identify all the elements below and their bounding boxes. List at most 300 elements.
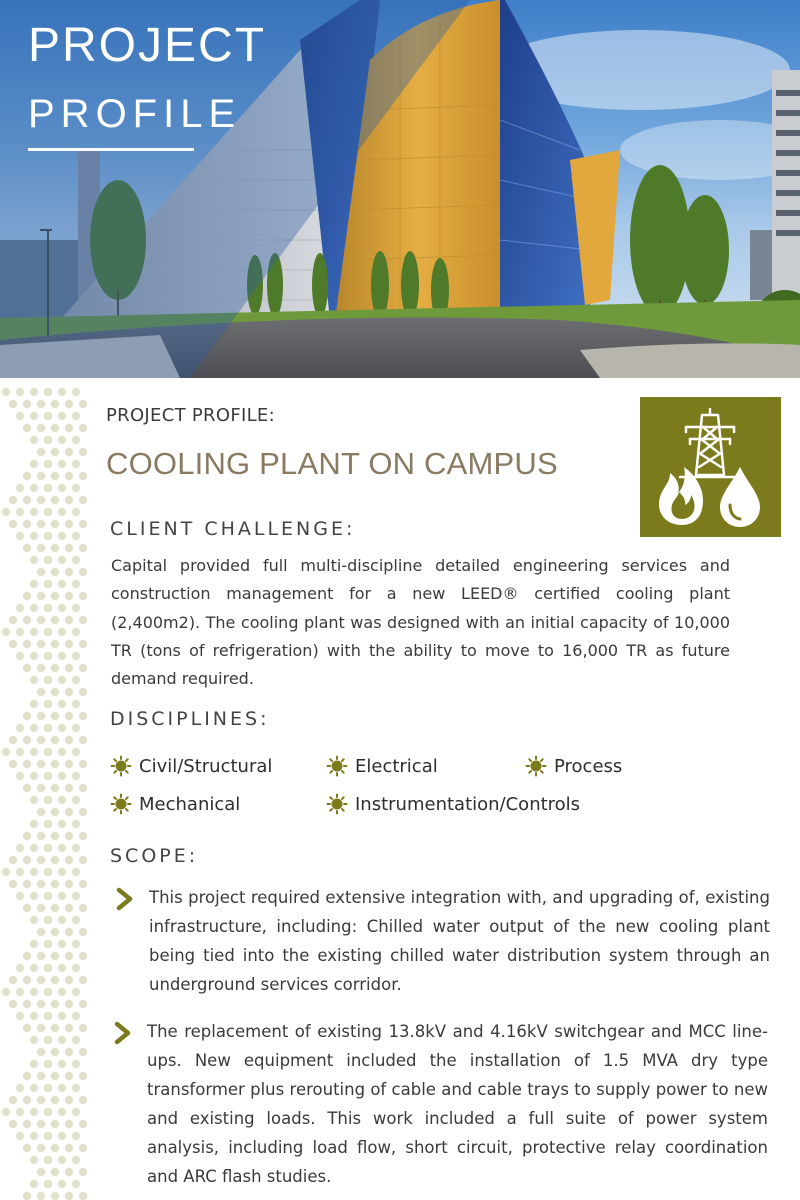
pattern-dot xyxy=(23,496,31,504)
pattern-dot xyxy=(37,568,45,576)
pattern-dot xyxy=(58,1084,66,1092)
discipline-label: Electrical xyxy=(355,755,438,777)
pattern-dot xyxy=(44,748,52,756)
pattern-dot xyxy=(65,496,73,504)
pattern-dot xyxy=(79,544,87,552)
pattern-dot xyxy=(51,568,59,576)
pattern-dot xyxy=(30,1108,38,1116)
pattern-dot xyxy=(65,928,73,936)
pattern-dot xyxy=(30,820,38,828)
pattern-dot xyxy=(37,688,45,696)
pattern-dot xyxy=(51,1096,59,1104)
pattern-dot xyxy=(9,1120,17,1128)
pattern-dot xyxy=(23,544,31,552)
pattern-dot xyxy=(72,820,80,828)
pattern-dot xyxy=(65,1192,73,1200)
pattern-dot xyxy=(37,400,45,408)
scope-text: This project required extensive integration with, and upgrading of, existing infrastructure, including: Chilled water output of the new cooling plant being tied into the existing chilled water distribution system through an underground services corridor. xyxy=(149,888,770,994)
pattern-dot xyxy=(30,1036,38,1044)
pattern-dot xyxy=(16,892,24,900)
pattern-dot xyxy=(58,1156,66,1164)
pattern-dot xyxy=(23,784,31,792)
pattern-dot xyxy=(58,916,66,924)
pattern-dot xyxy=(58,1132,66,1140)
discipline-item xyxy=(110,793,240,815)
pattern-dot xyxy=(65,880,73,888)
pattern-dot xyxy=(65,664,73,672)
pattern-dot xyxy=(9,1000,17,1008)
pattern-dot xyxy=(23,952,31,960)
pattern-dot xyxy=(30,412,38,420)
pattern-dot xyxy=(79,1072,87,1080)
pattern-dot xyxy=(16,772,24,780)
pattern-dot xyxy=(30,1012,38,1020)
pattern-dot xyxy=(23,832,31,840)
pattern-dot xyxy=(37,472,45,480)
pattern-dot xyxy=(51,808,59,816)
pattern-dot xyxy=(23,640,31,648)
pattern-dot xyxy=(44,484,52,492)
client-challenge-body: Capital provided full multi-discipline detailed engineering services and construction management for a new LEED® certified cooling plant (2,400m2). The cooling plant was designed with an initial capacity of 10,000 TR (tons of refrigeration) with the ability to move to 16,000 TR as future demand required. xyxy=(111,556,730,689)
pattern-dot xyxy=(37,520,45,528)
pattern-dot xyxy=(72,1084,80,1092)
pattern-dot xyxy=(16,652,24,660)
pattern-dot xyxy=(79,664,87,672)
pattern-dot xyxy=(9,760,17,768)
pattern-dot xyxy=(30,388,38,396)
pattern-dot xyxy=(2,508,10,516)
pattern-dot xyxy=(23,1072,31,1080)
discipline-label: Mechanical xyxy=(139,793,241,815)
pattern-dot xyxy=(44,700,52,708)
pattern-dot xyxy=(30,1060,38,1068)
pattern-dot xyxy=(23,856,31,864)
pattern-dot xyxy=(79,808,87,816)
pattern-dot xyxy=(30,940,38,948)
pattern-dot xyxy=(44,868,52,876)
pattern-dot xyxy=(72,988,80,996)
pattern-dot xyxy=(44,1012,52,1020)
discipline-label: Process xyxy=(554,755,623,777)
pattern-dot xyxy=(79,688,87,696)
pattern-dot xyxy=(65,1024,73,1032)
pattern-dot xyxy=(79,832,87,840)
pattern-dot xyxy=(9,736,17,744)
pattern-dot xyxy=(23,760,31,768)
pattern-dot xyxy=(58,436,66,444)
pattern-dot xyxy=(51,1168,59,1176)
pattern-dot xyxy=(44,580,52,588)
pattern-dot xyxy=(37,1000,45,1008)
pattern-dot xyxy=(65,832,73,840)
pattern-dot xyxy=(79,1144,87,1152)
pattern-dot xyxy=(65,448,73,456)
chevron-right-icon xyxy=(115,887,135,911)
pattern-dot xyxy=(79,1120,87,1128)
pattern-dot xyxy=(16,988,24,996)
pattern-dot xyxy=(2,988,10,996)
pattern-dot xyxy=(30,1132,38,1140)
pattern-dot xyxy=(9,880,17,888)
pattern-dot xyxy=(37,1024,45,1032)
pattern-dot xyxy=(16,1132,24,1140)
pattern-dot xyxy=(51,760,59,768)
pattern-dot xyxy=(79,1096,87,1104)
pattern-dot xyxy=(16,412,24,420)
pattern-dot xyxy=(44,556,52,564)
pattern-dot xyxy=(16,628,24,636)
scope-heading: SCOPE: xyxy=(110,845,199,867)
pattern-dot xyxy=(79,760,87,768)
pattern-dot xyxy=(72,508,80,516)
pattern-dot xyxy=(44,508,52,516)
transmission-tower-icon xyxy=(680,409,740,477)
pattern-dot xyxy=(65,568,73,576)
pattern-dot xyxy=(51,544,59,552)
pattern-dot xyxy=(51,880,59,888)
pattern-dot xyxy=(51,976,59,984)
pattern-dot xyxy=(51,688,59,696)
pattern-dot xyxy=(37,424,45,432)
pattern-dot xyxy=(65,1168,73,1176)
pattern-dot xyxy=(65,856,73,864)
pattern-dot xyxy=(58,388,66,396)
pattern-dot xyxy=(58,532,66,540)
pattern-dot xyxy=(44,988,52,996)
pattern-dot xyxy=(51,832,59,840)
pattern-dot xyxy=(51,1024,59,1032)
pattern-dot xyxy=(30,868,38,876)
pattern-dot xyxy=(44,652,52,660)
pattern-dot xyxy=(44,412,52,420)
pattern-dot xyxy=(58,820,66,828)
client-challenge-heading: CLIENT CHALLENGE: xyxy=(110,518,356,540)
pattern-dot xyxy=(72,748,80,756)
pattern-dot xyxy=(44,388,52,396)
pattern-dot xyxy=(65,640,73,648)
pattern-dot xyxy=(44,1060,52,1068)
pattern-dot xyxy=(37,1120,45,1128)
pattern-dot xyxy=(58,508,66,516)
pattern-dot xyxy=(79,424,87,432)
pattern-dot xyxy=(72,1180,80,1188)
pattern-dot xyxy=(58,964,66,972)
pattern-dot xyxy=(79,928,87,936)
pattern-dot xyxy=(72,868,80,876)
pattern-dot xyxy=(65,736,73,744)
pattern-dot xyxy=(72,724,80,732)
pattern-dot xyxy=(51,496,59,504)
pattern-dot xyxy=(51,1072,59,1080)
pattern-dot xyxy=(65,400,73,408)
pattern-dot xyxy=(44,628,52,636)
pattern-dot xyxy=(37,1072,45,1080)
pattern-dot xyxy=(79,520,87,528)
pattern-dot xyxy=(58,412,66,420)
pattern-dot xyxy=(51,448,59,456)
pattern-dot xyxy=(51,1144,59,1152)
pattern-dot xyxy=(30,1156,38,1164)
pattern-dot xyxy=(72,604,80,612)
pattern-dot xyxy=(37,928,45,936)
pattern-dot xyxy=(65,1072,73,1080)
pattern-dot xyxy=(58,700,66,708)
discipline-item xyxy=(110,755,272,777)
pattern-dot xyxy=(30,916,38,924)
pattern-dot xyxy=(58,796,66,804)
pattern-dot xyxy=(37,544,45,552)
pattern-dot xyxy=(51,856,59,864)
pattern-dot xyxy=(58,460,66,468)
pattern-dot xyxy=(65,784,73,792)
pattern-dot xyxy=(37,1144,45,1152)
scope-item xyxy=(115,883,770,999)
discipline-item xyxy=(326,793,580,815)
pattern-dot xyxy=(37,1096,45,1104)
pattern-dot xyxy=(16,724,24,732)
pattern-dot xyxy=(65,952,73,960)
pattern-dot xyxy=(79,1192,87,1200)
pattern-dot xyxy=(44,892,52,900)
pattern-dot xyxy=(30,532,38,540)
pattern-dot xyxy=(72,964,80,972)
pattern-dot xyxy=(44,1108,52,1116)
pattern-dot xyxy=(65,904,73,912)
pattern-dot xyxy=(51,712,59,720)
pattern-dot xyxy=(30,652,38,660)
pattern-dot xyxy=(72,892,80,900)
pattern-dot xyxy=(79,568,87,576)
pattern-dot xyxy=(30,508,38,516)
pattern-dot xyxy=(51,424,59,432)
pattern-dot xyxy=(16,508,24,516)
pattern-dot xyxy=(16,964,24,972)
pattern-dot xyxy=(79,1168,87,1176)
pattern-dot xyxy=(58,892,66,900)
pattern-dot xyxy=(72,436,80,444)
pattern-dot xyxy=(16,868,24,876)
pattern-dot xyxy=(79,448,87,456)
pattern-dot xyxy=(30,436,38,444)
pattern-dot xyxy=(72,484,80,492)
pattern-dot xyxy=(51,1192,59,1200)
pattern-dot xyxy=(51,928,59,936)
pattern-dot xyxy=(23,712,31,720)
pattern-dot xyxy=(37,952,45,960)
pattern-dot xyxy=(51,736,59,744)
pattern-dot xyxy=(23,1120,31,1128)
pattern-dot xyxy=(9,400,17,408)
pattern-dot xyxy=(65,472,73,480)
pattern-dot xyxy=(16,1108,24,1116)
pattern-dot xyxy=(79,856,87,864)
pattern-dot xyxy=(79,952,87,960)
pattern-dot xyxy=(58,748,66,756)
pattern-dot xyxy=(72,532,80,540)
pattern-dot xyxy=(51,640,59,648)
pattern-dot xyxy=(37,496,45,504)
pattern-dot xyxy=(58,724,66,732)
pattern-dot xyxy=(65,1120,73,1128)
pattern-dot xyxy=(37,1192,45,1200)
pattern-dot xyxy=(72,1156,80,1164)
pattern-dot xyxy=(58,580,66,588)
pattern-dot xyxy=(37,664,45,672)
pattern-dot xyxy=(2,868,10,876)
pattern-dot xyxy=(30,604,38,612)
pattern-dot xyxy=(72,1108,80,1116)
pattern-dot xyxy=(30,1084,38,1092)
pattern-dot xyxy=(58,1012,66,1020)
pattern-dot xyxy=(72,652,80,660)
pattern-dot xyxy=(79,640,87,648)
sunburst-bullet-icon xyxy=(110,793,132,815)
pattern-dot xyxy=(37,760,45,768)
pattern-dot xyxy=(72,388,80,396)
pattern-dot xyxy=(65,712,73,720)
pattern-dot xyxy=(58,1060,66,1068)
pattern-dot xyxy=(30,772,38,780)
pattern-dot xyxy=(51,1048,59,1056)
sunburst-bullet-icon xyxy=(326,793,348,815)
pattern-dot xyxy=(58,1180,66,1188)
project-title: COOLING PLANT ON CAMPUS xyxy=(106,446,558,481)
pattern-dot xyxy=(65,760,73,768)
scope-item xyxy=(113,1017,768,1191)
pattern-dot xyxy=(58,940,66,948)
pattern-dot xyxy=(44,940,52,948)
pattern-dot xyxy=(58,604,66,612)
pattern-dot xyxy=(58,484,66,492)
pattern-dot xyxy=(23,424,31,432)
pattern-dot xyxy=(51,1120,59,1128)
pattern-dot xyxy=(72,556,80,564)
pattern-dot xyxy=(37,448,45,456)
pattern-dot xyxy=(23,520,31,528)
pattern-dot xyxy=(72,772,80,780)
hero-title xyxy=(28,20,266,142)
pattern-dot xyxy=(58,652,66,660)
pattern-dot xyxy=(65,616,73,624)
pattern-dot xyxy=(44,1084,52,1092)
pattern-dot xyxy=(44,1156,52,1164)
pattern-dot xyxy=(37,616,45,624)
pattern-dot xyxy=(30,988,38,996)
pattern-dot xyxy=(72,940,80,948)
pattern-dot xyxy=(72,580,80,588)
pattern-dot xyxy=(30,628,38,636)
pattern-dot xyxy=(16,532,24,540)
pattern-dot xyxy=(37,808,45,816)
discipline-item xyxy=(525,755,622,777)
pattern-dot xyxy=(51,904,59,912)
pattern-dot xyxy=(37,1168,45,1176)
pattern-dot xyxy=(37,880,45,888)
pattern-dot xyxy=(72,460,80,468)
pattern-dot xyxy=(58,1036,66,1044)
pattern-dot xyxy=(72,628,80,636)
pattern-dot xyxy=(9,1096,17,1104)
pattern-dot xyxy=(37,712,45,720)
hero-title-line2: PROFILE xyxy=(28,92,242,136)
pattern-dot xyxy=(23,472,31,480)
pattern-dot xyxy=(44,436,52,444)
pattern-dot xyxy=(51,1000,59,1008)
discipline-item xyxy=(326,755,438,777)
pattern-dot xyxy=(30,556,38,564)
pattern-dot xyxy=(2,1108,10,1116)
pattern-dot xyxy=(16,604,24,612)
pattern-dot xyxy=(23,736,31,744)
pattern-dot xyxy=(30,964,38,972)
pattern-dot xyxy=(2,748,10,756)
pattern-dot xyxy=(9,640,17,648)
pattern-dot xyxy=(23,880,31,888)
pattern-dot xyxy=(65,688,73,696)
pattern-dot xyxy=(51,616,59,624)
pattern-dot xyxy=(72,844,80,852)
pattern-dot xyxy=(79,904,87,912)
pattern-dot xyxy=(30,724,38,732)
pattern-dot xyxy=(30,580,38,588)
pattern-dot xyxy=(72,916,80,924)
pattern-dot xyxy=(30,484,38,492)
pattern-dot xyxy=(37,832,45,840)
pattern-dot xyxy=(72,676,80,684)
pattern-dot xyxy=(51,952,59,960)
pattern-dot xyxy=(23,1096,31,1104)
pattern-dot xyxy=(16,1012,24,1020)
pattern-dot xyxy=(65,808,73,816)
pattern-dot xyxy=(30,796,38,804)
pattern-dot xyxy=(23,1144,31,1152)
pattern-dot xyxy=(79,736,87,744)
pattern-dot xyxy=(79,1000,87,1008)
pattern-dot xyxy=(44,916,52,924)
pattern-dot xyxy=(44,964,52,972)
pattern-dot xyxy=(72,796,80,804)
pattern-dot xyxy=(79,880,87,888)
pattern-dot xyxy=(65,1144,73,1152)
pattern-dot xyxy=(9,976,17,984)
energy-badge xyxy=(640,397,781,537)
pattern-dot xyxy=(58,556,66,564)
discipline-label: Instrumentation/Controls xyxy=(355,793,581,815)
pattern-dot xyxy=(79,976,87,984)
pattern-dot xyxy=(79,784,87,792)
pattern-dot xyxy=(79,616,87,624)
pattern-dot xyxy=(58,676,66,684)
pattern-dot xyxy=(30,1180,38,1188)
pattern-dot xyxy=(2,388,10,396)
scope-text: The replacement of existing 13.8kV and 4.16kV switchgear and MCC line-ups. New equipment included the installation of 1.5 MVA dry type transformer plus rerouting of cable and cable trays to supply power to new and existing loads. This work included a full suite of power system analysis, including load flow, short circuit, protective relay coordination and ARC flash studies. xyxy=(147,1022,768,1186)
pattern-dot xyxy=(9,520,17,528)
pattern-dot xyxy=(65,520,73,528)
pattern-dot xyxy=(51,784,59,792)
pattern-dot xyxy=(72,700,80,708)
pattern-dot xyxy=(72,1036,80,1044)
pattern-dot xyxy=(79,496,87,504)
pattern-dot xyxy=(37,904,45,912)
pattern-dot xyxy=(65,1048,73,1056)
chevron-right-icon xyxy=(113,1021,133,1045)
pattern-dot xyxy=(79,472,87,480)
pattern-dot xyxy=(2,628,10,636)
pattern-dot xyxy=(65,1096,73,1104)
pattern-dot xyxy=(30,892,38,900)
pattern-dot xyxy=(79,1024,87,1032)
pattern-dot xyxy=(65,592,73,600)
